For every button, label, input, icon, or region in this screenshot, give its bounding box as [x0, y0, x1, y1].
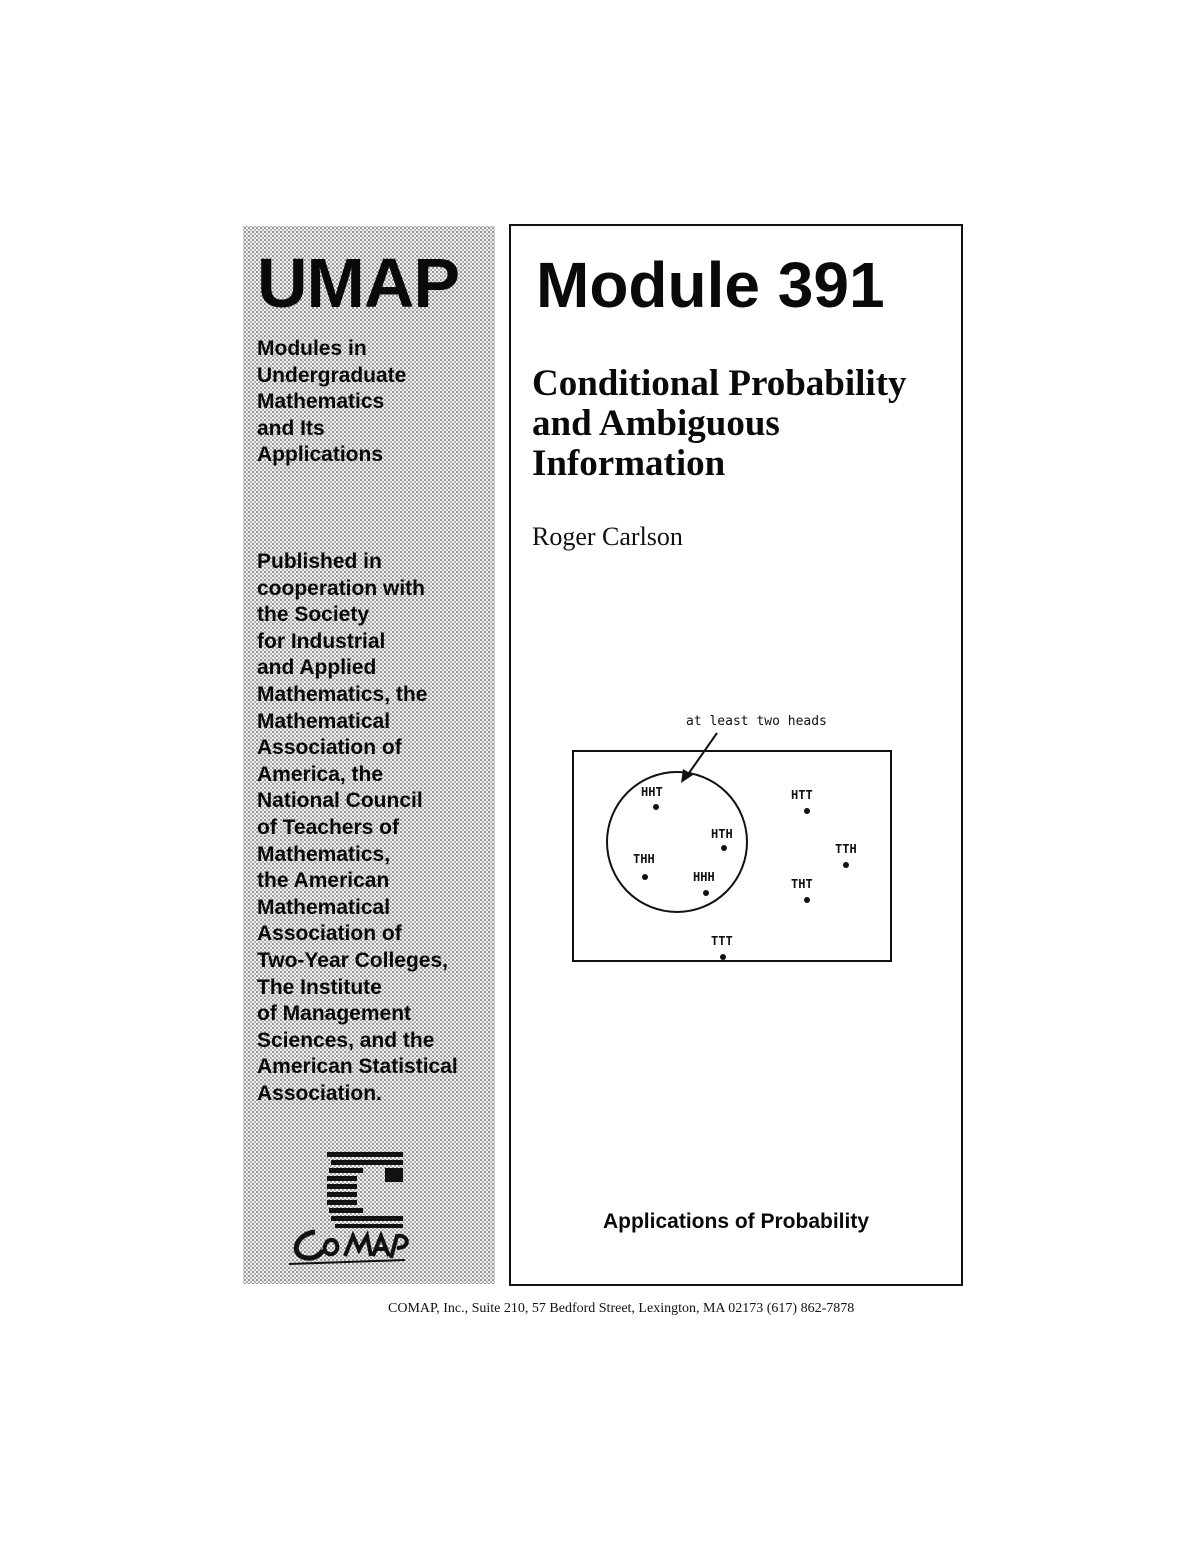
outcome-point	[804, 808, 810, 814]
diagram-annotation: at least two heads	[686, 714, 827, 729]
outcome-point	[843, 862, 849, 868]
publisher-line: Association.	[257, 1081, 382, 1105]
outcome-label: THH	[633, 852, 655, 866]
series-subtitle-line: and Its	[257, 416, 325, 440]
publisher-line: Mathematical	[257, 895, 391, 919]
outcome-label: HHH	[693, 870, 715, 884]
publisher-line: Sciences, and the	[257, 1028, 435, 1052]
publisher-line: and Applied	[257, 656, 377, 680]
outcome-label: THT	[791, 877, 813, 891]
series-subtitle-line: Applications	[257, 443, 384, 466]
paper-title-line: Information	[532, 443, 726, 484]
outcome-label: TTT	[711, 934, 733, 948]
publisher-line: Mathematics,	[257, 842, 391, 866]
outcome-label: HHT	[641, 785, 663, 799]
paper-title	[532, 364, 907, 484]
title-panel	[509, 224, 963, 1286]
outcome-point	[653, 804, 659, 810]
sample-space-frame	[573, 751, 891, 961]
outcome-point	[721, 845, 727, 851]
publisher-line: Two-Year Colleges,	[257, 948, 448, 972]
series-title: UMAP	[257, 244, 460, 322]
publisher-statement	[257, 549, 458, 1107]
outcome-label: HTH	[711, 827, 733, 841]
event-circle	[607, 772, 747, 912]
publisher-line: Association of	[257, 922, 402, 946]
module-title: Module 391	[536, 249, 885, 321]
publisher-line: cooperation with	[257, 576, 425, 600]
publisher-line: of Management	[257, 1002, 412, 1026]
series-subtitle-line: Modules in	[257, 337, 367, 360]
author-name: Roger Carlson	[532, 522, 683, 551]
series-subtitle-line: Undergraduate	[257, 363, 407, 387]
sample-space-diagram	[571, 711, 901, 971]
annotation-arrow-line	[689, 733, 717, 773]
outcome-point	[720, 954, 726, 960]
paper-title-line: Conditional Probability	[532, 363, 907, 404]
paper-title-line: and Ambiguous	[532, 403, 780, 444]
publisher-line: America, the	[257, 762, 384, 786]
publisher-address: COMAP, Inc., Suite 210, 57 Bedford Street, Lexington, MA 02173 (617) 862-7878	[388, 1301, 855, 1316]
publisher-line: The Institute	[257, 975, 382, 999]
publisher-line: Association of	[257, 736, 402, 760]
publisher-line: American Statistical	[257, 1055, 458, 1079]
module-category: Applications of Probability	[602, 1210, 870, 1233]
publisher-line: of Teachers of	[257, 815, 399, 839]
publisher-line: National Council	[257, 789, 423, 813]
publisher-line: Mathematics, the	[257, 682, 428, 706]
outcome-point	[703, 890, 709, 896]
publisher-line: the Society	[257, 603, 370, 627]
outcome-point	[804, 897, 810, 903]
publisher-line: Mathematical	[257, 709, 391, 733]
comap-logo-mark	[327, 1152, 403, 1228]
series-subtitle-line: Mathematics	[257, 390, 385, 413]
publisher-line: the American	[257, 869, 390, 893]
outcome-label: HTT	[791, 788, 813, 802]
publisher-line: Published in	[257, 550, 382, 573]
series-subtitle	[257, 336, 406, 469]
sidebar	[243, 226, 495, 1284]
comap-logo-wordmark	[289, 1232, 407, 1264]
publisher-line: for Industrial	[257, 629, 386, 653]
comap-logo	[285, 1148, 415, 1268]
outcome-point	[642, 874, 648, 880]
outcome-label: TTH	[835, 842, 857, 856]
